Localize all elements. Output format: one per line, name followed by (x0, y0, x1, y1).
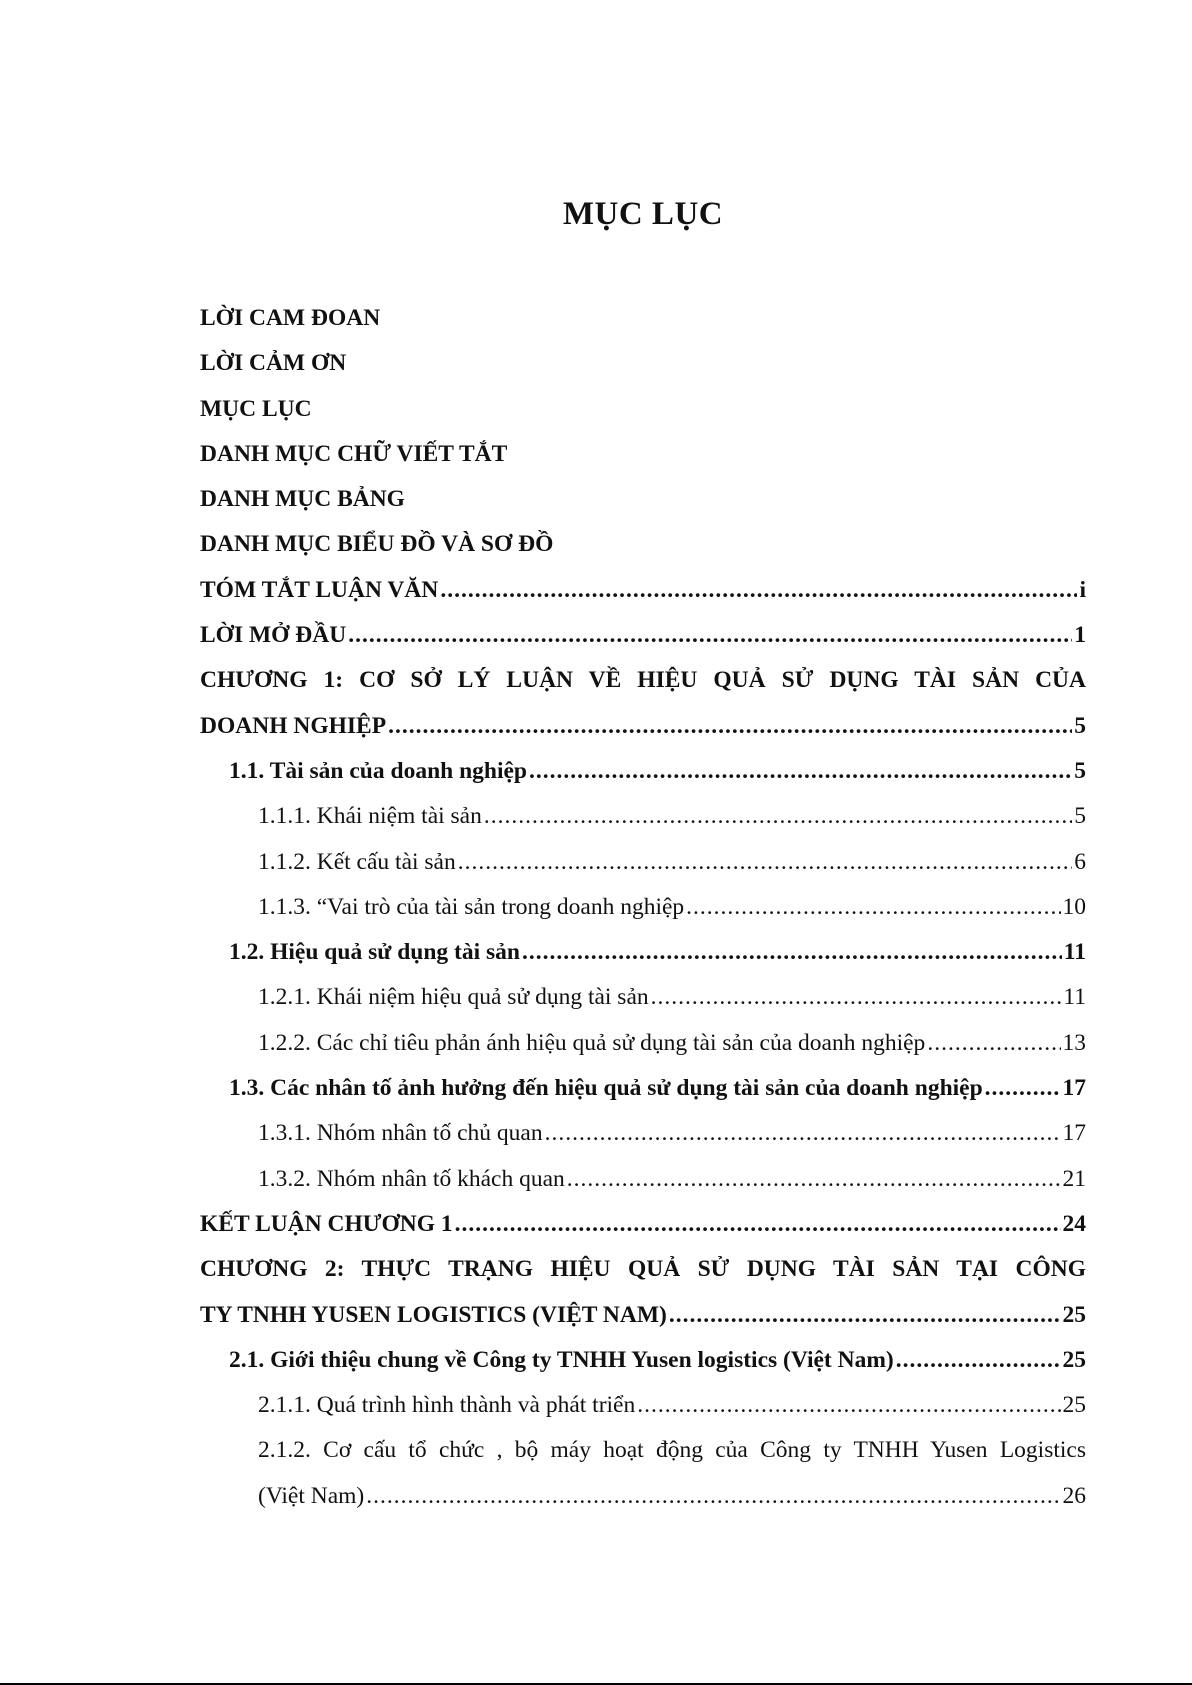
page-number: i (1079, 576, 1086, 603)
toc-item-text: 1.3. Các nhân tố ảnh hưởng đến hiệu quả sử dụng tài sản của doanh nghiệp (229, 1075, 983, 1102)
page-number: 5 (1074, 757, 1086, 784)
toc-item-loi-mo-dau[interactable] (200, 613, 1086, 658)
toc-item-text: CHƯƠNG 2: THỰC TRẠNG HIỆU QUẢ SỬ DỤNG TÀI SẢN TẠI CÔNG (200, 1256, 1086, 1283)
toc-item-2-1[interactable] (200, 1338, 1086, 1383)
dot-leader (440, 568, 1077, 613)
dot-leader (637, 1383, 1060, 1428)
toc-item-1-3-1[interactable] (200, 1111, 1086, 1156)
toc-item-1-1-3[interactable] (200, 885, 1086, 930)
toc-item-text: DANH MỤC BẢNG (200, 486, 405, 513)
toc-item-chuong-2[interactable] (200, 1293, 1086, 1338)
toc-item-2-1-2-line1[interactable] (200, 1428, 1086, 1473)
page-number: 6 (1074, 848, 1086, 875)
dot-leader (686, 885, 1060, 930)
dot-leader (567, 1157, 1061, 1202)
page-number: 17 (1062, 1120, 1086, 1147)
dot-leader (927, 1021, 1060, 1066)
toc-item-chuong-1-line1[interactable] (200, 658, 1086, 703)
toc-item-1-1[interactable] (200, 749, 1086, 794)
table-of-contents (200, 296, 1086, 1519)
toc-item-danh-muc-bang[interactable] (200, 477, 1086, 522)
page-number: 5 (1074, 803, 1086, 830)
toc-item-text: TY TNHH YUSEN LOGISTICS (VIỆT NAM) (200, 1301, 667, 1328)
dot-leader (522, 930, 1062, 975)
toc-item-chuong-1[interactable] (200, 704, 1086, 749)
toc-item-text: DANH MỤC BIỂU ĐỒ VÀ SƠ ĐỒ (200, 531, 554, 558)
toc-item-text: TÓM TẮT LUẬN VĂN (200, 576, 439, 603)
dot-leader (458, 840, 1073, 885)
dot-leader (651, 975, 1062, 1020)
page-number: 26 (1062, 1482, 1086, 1509)
toc-item-text: 1.3.2. Nhóm nhân tố khách quan (258, 1165, 565, 1192)
toc-item-text: LỜI CAM ĐOAN (200, 305, 381, 331)
toc-item-text: 1.1. Tài sản của doanh nghiệp (229, 757, 527, 784)
toc-item-1-2-1[interactable] (200, 975, 1086, 1020)
toc-item-1-1-1[interactable] (200, 794, 1086, 839)
toc-item-text: LỜI MỞ ĐẦU (200, 622, 347, 649)
toc-item-loi-cam-doan[interactable] (200, 296, 1086, 341)
toc-item-1-3[interactable] (200, 1066, 1086, 1111)
toc-item-ket-luan-chuong-1[interactable] (200, 1202, 1086, 1247)
toc-item-text: CHƯƠNG 1: CƠ SỞ LÝ LUẬN VỀ HIỆU QUẢ SỬ DỤNG TÀI SẢN CỦA (200, 667, 1086, 694)
toc-item-2-1-2[interactable] (200, 1474, 1086, 1519)
page-title: MỤC LỤC (562, 196, 724, 232)
toc-item-danh-muc-bieu-do[interactable] (200, 522, 1086, 567)
page-number: 1 (1074, 622, 1086, 649)
toc-item-text: 1.1.2. Kết cấu tài sản (258, 848, 456, 875)
toc-item-text: 2.1. Giới thiệu chung về Công ty TNHH Yusen logistics (Việt Nam) (229, 1346, 894, 1373)
toc-item-danh-muc-chu-viet-tat[interactable] (200, 432, 1086, 477)
toc-item-1-2-2[interactable] (200, 1021, 1086, 1066)
toc-item-text: 2.1.2. Cơ cấu tổ chức , bộ máy hoạt động của Công ty TNHH Yusen Logistics (258, 1437, 1086, 1464)
page-number: 25 (1062, 1392, 1086, 1419)
page-number: 11 (1063, 984, 1086, 1011)
dot-leader (529, 749, 1072, 794)
toc-item-1-1-2[interactable] (200, 840, 1086, 885)
toc-item-tom-tat[interactable] (200, 568, 1086, 613)
page-number: 25 (1062, 1346, 1086, 1373)
page-number: 17 (1062, 1075, 1086, 1102)
dot-leader (896, 1338, 1061, 1383)
toc-item-text: LỜI CẢM ƠN (200, 350, 347, 377)
page-number: 25 (1062, 1301, 1086, 1328)
dot-leader (484, 794, 1072, 839)
toc-item-text: DOANH NGHIỆP (200, 712, 387, 739)
toc-item-text: 1.1.3. “Vai trò của tài sản trong doanh nghiệp (258, 893, 685, 920)
toc-item-text: 1.2.2. Các chỉ tiêu phản ánh hiệu quả sử dụng tài sản của doanh nghiệp (258, 1029, 926, 1056)
dot-leader (388, 704, 1072, 749)
dot-leader (366, 1474, 1060, 1519)
toc-item-text: 1.2. Hiệu quả sử dụng tài sản (229, 939, 520, 966)
toc-item-chuong-2-line1[interactable] (200, 1247, 1086, 1292)
page-number: 5 (1074, 712, 1086, 739)
toc-item-text: 1.2.1. Khái niệm hiệu quả sử dụng tài sản (258, 984, 649, 1011)
page-number: 21 (1062, 1165, 1086, 1192)
toc-item-1-3-2[interactable] (200, 1157, 1086, 1202)
toc-item-2-1-1[interactable] (200, 1383, 1086, 1428)
toc-item-text: MỤC LỤC (200, 395, 312, 422)
toc-item-muc-luc[interactable] (200, 387, 1086, 432)
dot-leader (545, 1111, 1061, 1156)
toc-item-1-2[interactable] (200, 930, 1086, 975)
dot-leader (348, 613, 1072, 658)
page-number: 10 (1062, 893, 1086, 920)
dot-leader (455, 1202, 1061, 1247)
toc-item-text: 1.1.1. Khái niệm tài sản (258, 803, 482, 830)
toc-item-text: KẾT LUẬN CHƯƠNG 1 (200, 1210, 453, 1237)
page-number: 24 (1062, 1210, 1086, 1237)
toc-item-text: 1.3.1. Nhóm nhân tố chủ quan (258, 1120, 543, 1147)
page-number: 13 (1062, 1029, 1086, 1056)
toc-item-text: 2.1.1. Quá trình hình thành và phát triển (258, 1392, 636, 1419)
page-number: 11 (1063, 939, 1086, 966)
toc-item-loi-cam-on[interactable] (200, 341, 1086, 386)
toc-item-text: DANH MỤC CHỮ VIẾT TẮT (200, 440, 508, 467)
dot-leader (669, 1293, 1061, 1338)
toc-item-text: (Việt Nam) (258, 1482, 365, 1509)
dot-leader (985, 1066, 1061, 1111)
